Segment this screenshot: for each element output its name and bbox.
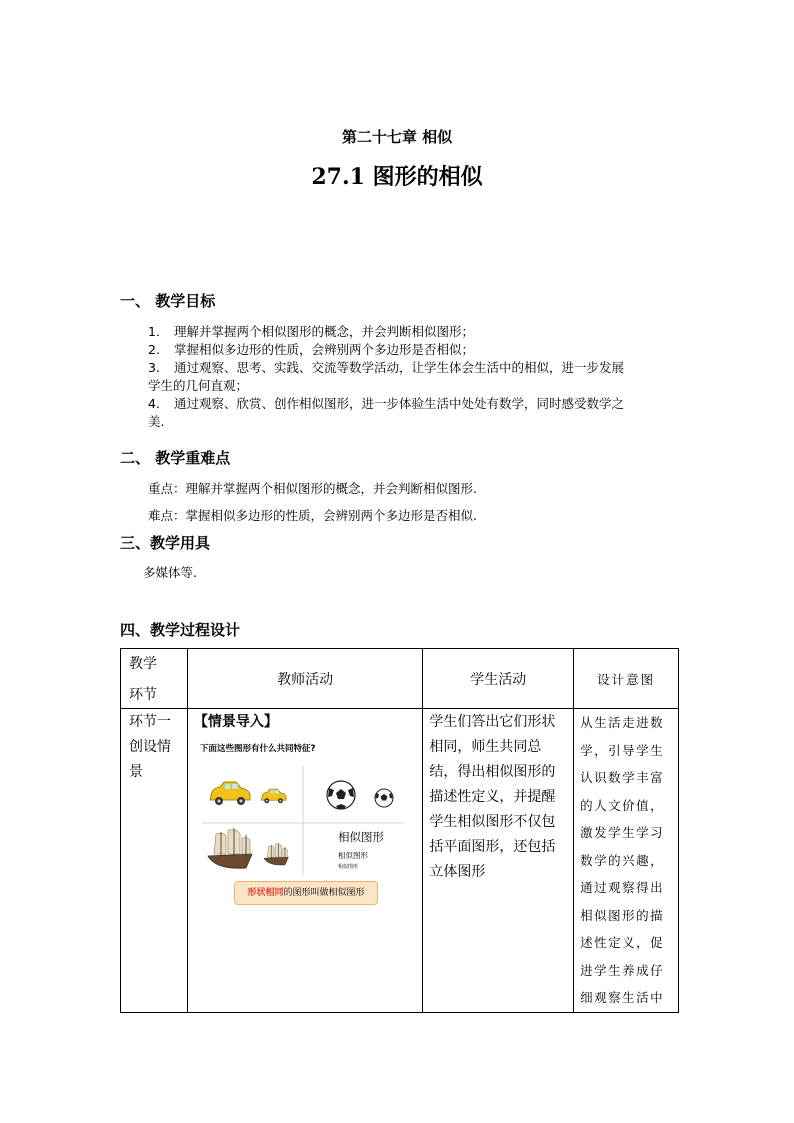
soccer-ball-large-icon — [327, 781, 355, 809]
objective-item — [148, 394, 678, 413]
objectives-heading: 一、 教学目标 — [120, 292, 216, 310]
objective-number: 1. — [148, 324, 160, 339]
objective-number: 4. — [148, 396, 160, 411]
header-teacher: 教师活动 — [187, 649, 423, 709]
header-stage-line: 教学 — [129, 656, 157, 672]
objective-item-continued — [148, 376, 678, 395]
student-line: 结，得出相似图形的 — [429, 764, 556, 780]
student-line: 学生相似图形不仅包 — [429, 814, 556, 830]
student-line: 相同，师生共同总 — [429, 739, 542, 755]
tools-text: 多媒体等. — [143, 565, 197, 580]
soccer-ball-small-icon — [375, 789, 393, 807]
intent-line: 数学的兴趣， — [580, 852, 665, 868]
student-line: 学生们答出它们形状 — [429, 714, 556, 730]
objective-text: 通过观察、思考、实践、交流等数学活动，让学生体会生活中的相似，进一步发展 — [174, 360, 625, 375]
label-similar-small: 相似图形 — [338, 864, 359, 870]
intent-line: 的人文价值， — [580, 797, 665, 813]
badge-highlight: 形状相同 — [247, 888, 284, 898]
section-title: 27.1 图形的相似 — [311, 164, 483, 190]
car-small-icon — [261, 789, 286, 803]
process-heading: 四、教学过程设计 — [120, 621, 241, 639]
header-intent: 设计意图 — [574, 649, 679, 709]
label-similar-large: 相似图形 — [338, 830, 384, 844]
ship-small-icon — [264, 843, 288, 865]
intent-line: 进学生养成仔 — [580, 962, 665, 978]
intent-cell — [574, 709, 679, 1013]
objective-text: 掌握相似多边形的性质，会辨别两个多边形是否相似； — [174, 342, 475, 357]
objective-text: 理解并掌握两个相似图形的概念，并会判断相似图形； — [174, 324, 475, 339]
teacher-activity-title: 【情景导入】 — [193, 714, 278, 730]
intent-line: 细观察生活中 — [580, 990, 665, 1005]
stage-line: 创设情 — [129, 739, 171, 755]
definition-badge — [234, 881, 378, 905]
intent-line: 从生活走进数 — [580, 715, 665, 730]
objective-text: 学生的几何直观； — [148, 378, 249, 393]
stage-cell — [121, 709, 188, 1013]
objective-item — [148, 322, 678, 341]
focus-point: 重点：理解并掌握两个相似图形的概念，并会判断相似图形. — [148, 481, 477, 496]
objective-item — [148, 340, 678, 359]
intent-line: 相似图形的描 — [580, 907, 665, 923]
student-line: 描述性定义，并提醒 — [429, 789, 556, 805]
difficulty-point: 难点：掌握相似多边形的性质，会辨别两个多边形是否相似. — [148, 508, 477, 523]
student-line: 括平面图形，还包括 — [429, 839, 556, 855]
objective-text: 通过观察、欣赏、创作相似图形，进一步体验生活中处处有数学，同时感受数学之 — [174, 396, 625, 411]
intent-line: 通过观察得出 — [580, 880, 665, 895]
intent-line: 学，引导学生 — [580, 742, 665, 758]
objective-text: 美. — [148, 414, 165, 429]
stage-line: 景 — [129, 764, 143, 780]
car-large-icon — [210, 782, 250, 805]
intent-line: 激发学生学习 — [580, 825, 665, 840]
similar-figures-slide — [196, 738, 410, 910]
intent-line: 述性定义，促 — [580, 935, 665, 950]
objective-number: 3. — [148, 360, 160, 375]
objective-item-continued — [148, 412, 678, 431]
ship-large-icon — [208, 828, 252, 868]
label-similar-medium: 相似图形 — [338, 851, 368, 860]
header-stage — [121, 649, 188, 709]
student-line: 立体图形 — [429, 864, 486, 880]
objective-item — [148, 358, 678, 377]
intent-line: 认识数学丰富 — [580, 770, 665, 785]
key-points-heading: 二、 教学重难点 — [120, 449, 231, 467]
slide-question: 下面这些图形有什么共同特征? — [200, 744, 316, 754]
student-cell — [423, 709, 574, 1013]
objective-number: 2. — [148, 342, 160, 357]
stage-line: 环节一 — [129, 714, 171, 730]
chapter-title: 第二十七章 相似 — [341, 128, 453, 146]
header-stage-line: 环节 — [129, 687, 157, 703]
table-header-row — [121, 649, 679, 709]
header-student: 学生活动 — [423, 649, 574, 709]
tools-heading: 三、教学用具 — [120, 534, 211, 552]
badge-text: 的图形叫做相似图形 — [283, 888, 365, 898]
